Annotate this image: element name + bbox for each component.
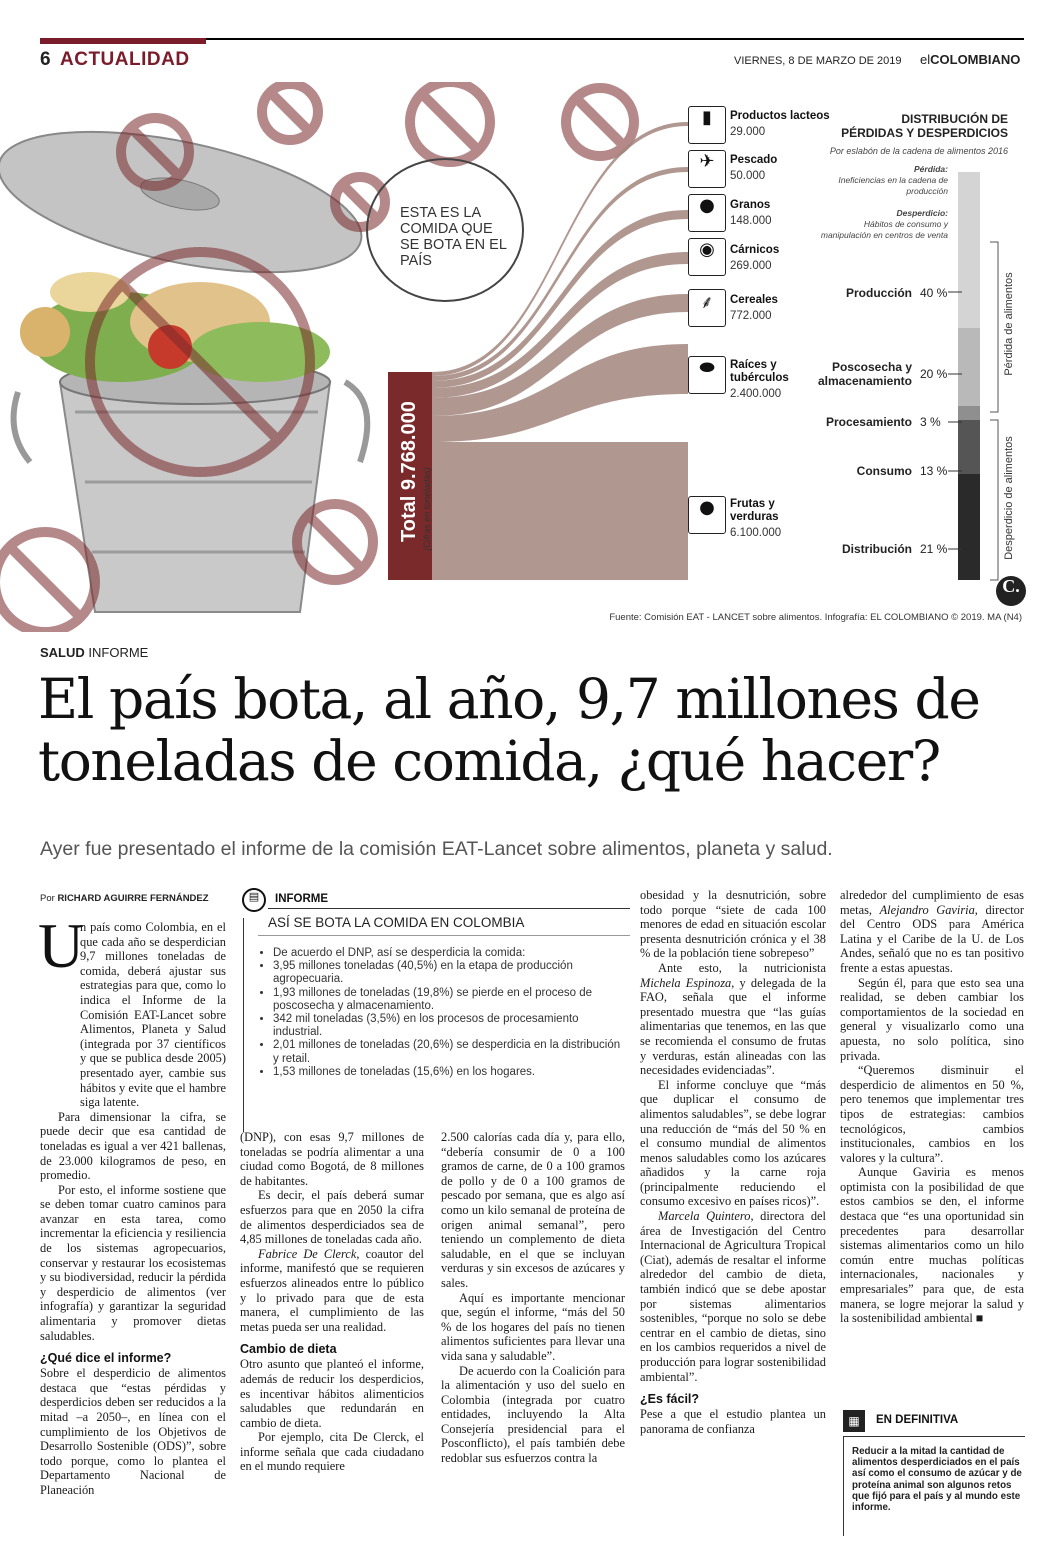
paragraph: De acuerdo con la Coalición para la alimentación y uso del suelo en Colombia (integrada por cuatro entidades, incluyendo la Alta Consejería presidencial para el Posconflicto), el país también debe redoblar sus esfuerzos contra la [441,1363,625,1466]
paragraph: “Queremos disminuir el desperdicio de alimentos en 50 %, pero tenemos que implementar tres tipos de estrategias: cambios tecnológicos, cambios institucionales, cambios en los valores y la cultura”. [840,1063,1024,1165]
paragraph: Fabrice De Clerck, coautor del informe, manifestó que se requieren esfuerzos alineados entre lo público y lo privado para que de esta manera, el cumplimiento de las metas pueda ser una realidad. [240,1246,424,1334]
lead-paragraph: n país como Colombia, en el que cada año se desperdician 9,7 millones toneladas de comida, deberá ajustar sus estrategias para que, como lo indica el Informe de la Comisión EAT-Lancet sobre Alimentos, Planeta y Salud (integrada por 37 científicos y que se publica desde 2005) presentado ayer, cambie sus hábitos y evite que el hambre siga latente. [80,920,226,1110]
box-title: ASÍ SE BOTA LA COMIDA EN COLOMBIA [268,915,525,930]
stage-distribucion: Distribución [841,542,912,556]
paragraph: alrededor del cumplimiento de esas metas, Alejandro Gaviria, director del Centro ODS para América Latina y el Caribe de la U. de Los Andes, señaló que no es tan positivo frente a estas apuestas. [840,888,1024,975]
milk-carton-icon: ▮ [688,106,726,144]
category-name: Frutas y verduras [730,498,779,523]
distribution-subtitle: Por eslabón de la cadena de alimentos 2016 [829,146,1008,156]
summary-side-rule [843,1436,844,1536]
category-name: Pescado [730,154,778,166]
bar-segment-distribucion [958,474,980,580]
bar-segment-produccion [958,172,980,328]
box-item: • 3,95 millones toneladas (40,5%) en la etapa de producción agropecuaria. [273,960,624,986]
paragraph: Por esto, el informe sostiene que se deben tomar cuatro caminos para avanzar en esta tarea, como incrementar la eficiencia y resiliencia de los sistemas agropecuarios, conservar y restaurar los ecosistemas y su biodiversidad, reducir la pérdida y desperdicio de alimentos (ver infografía) y garantizar la seguridad alimentaria y promover dietas saludables. [40,1182,226,1343]
box-item: • 2,01 millones de toneladas (20,6%) se desperdicia en la distribución y retail. [273,1039,624,1065]
distribution-bar [948,172,998,580]
subhead: Cambio de dieta [240,1342,337,1357]
brand-name: COLOMBIANO [930,52,1021,67]
box-label: INFORME [275,893,329,905]
stage-percent: 40 % [920,286,948,300]
meat-icon: ◉ [688,238,726,276]
loss-axis-label: Pérdida de alimentos [1003,272,1015,376]
brand-prefix: el [920,52,931,67]
box-side-rule [243,918,244,1132]
infographic-source: Fuente: Comisión EAT - LANCET sobre alimentos. Infografía: EL COLOMBIANO © 2019. MA (N4) [609,612,1022,623]
category-name: Cereales [730,294,778,306]
paragraph: Pese a que el estudio plantea un panorama de confianza [640,1407,826,1436]
potato-icon: ⬬ [688,356,726,394]
total-units: (Cifras en toneladas) [422,467,432,551]
category-value: 6.100.000 [730,527,782,539]
section-name: ACTUALIDAD [60,49,190,70]
paragraph: Es decir, el país deberá sumar esfuerzos para que en 2050 la cifra de alimentos desperdiciados sea de 4,85 millones de toneladas cada año. [240,1188,424,1247]
column-2 [240,1130,424,1474]
bar-segment-procesamiento [958,406,980,420]
paragraph: Según él, para que esto sea una realidad, se deben cambiar los comportamientos de la sociedad en general y visualizarlo como una apuesta, no solo política, sino privada. [840,975,1024,1063]
callout-text: ESTA ES LA COMIDA QUE SE BOTA EN EL PAÍS [400,205,507,269]
paragraph: Aunque Gaviria es menos optimista con la posibilidad de que estos cambios se den, el informe destaca que “es una oportunidad sin precedentes para desarrollar sistemas alimentarios como un hilo común entre muchas políticas internacionales, nacionales y empresariales” para que, de esta manera, se logre mejorar la salud y la sostenibilidad ambiental ■ [840,1165,1024,1326]
paragraph: obesidad y la desnutrición, sobre todo porque “siete de cada 100 menores de edad en situación escolar presenta desnutrición crónica y el 38 % de la población tiene sobrepeso” [640,888,826,961]
paragraph: (DNP), con esas 9,7 millones de toneladas se podría alimentar a una ciudad como Bogotá, de 8 millones de habitantes. [240,1130,424,1188]
bar-segment-consumo [958,420,980,474]
bar-segment-poscosecha [958,328,980,406]
stage-percent: 13 % [920,464,948,478]
distribution-title: DISTRIBUCIÓN DE PÉRDIDAS Y DESPERDICIOS [841,112,1008,140]
paragraph: Para dimensionar la cifra, se puede decir que esa cantidad de toneladas es igual a ver 421 ballenas, de 23.000 kilogramos de peso, en promedio. [40,1109,226,1183]
category-value: 148.000 [730,215,772,227]
page-number: 6 [40,49,51,70]
category-name: Raíces y tubérculos [730,359,789,384]
stage-percent: 20 % [920,367,948,381]
tomato-icon: ● [688,496,726,534]
subhead: ¿Qué dice el informe? [40,1351,172,1366]
category-value: 772.000 [730,310,772,322]
summary-text: Reducir a la mitad la cantidad de alimentos desperdiciados en el país así como el consumo de azúcar y de proteína animal son algunos retos que fijó para el país y al mundo este informe. [852,1446,1022,1514]
paragraph: Otro asunto que planteó el informe, además de reducir los desperdicios, es incentivar hábitos alimenticios saludables que redundarán en cambio de dieta. [240,1357,424,1430]
box-item: • De acuerdo el DNP, así se desperdicia la comida: [273,947,624,960]
paragraph: Aquí es importante mencionar que, según el informe, “más del 50 % de los hogares del país no tienen alimentos suficientes para llevar una vida sana y saludable”. [441,1290,625,1363]
column-4 [640,888,826,1436]
stage-poscosecha: Poscosecha y almacenamiento [817,360,912,388]
box-body [262,947,624,1079]
checker-icon: ▦ [843,1410,865,1432]
summary-label: EN DEFINITIVA [876,1414,959,1426]
waste-axis-label: Desperdicio de alimentos [1003,436,1015,560]
paragraph: Sobre el desperdicio de alimentos destaca que “estas pérdidas y desperdicios deben ser reducidos a la mitad –a 2050–, en línea con el cumplimiento de los Objetivos de Desarrollo Sostenible (ODS)”, sobre todo porque, como lo plantea el Departamento Nacional de Planeación [40,1366,226,1497]
paragraph: Ante esto, la nutricionista Michela Espinoza, y delegada de la FAO, señala que el informe presentado muestra que “las guías alimentarias que tenemos, en las que se recomienda el consumo de frutas y verduras, están alineadas con las necesidades evidenciadas”. [640,960,826,1078]
category-value: 269.000 [730,260,772,272]
box-item: • 1,93 millones de toneladas (19,8%) se pierde en el proceso de poscosecha y almacenamiento. [273,987,624,1013]
infographic [0,82,1064,632]
category-name: Productos lacteos [730,110,830,122]
stage-percent: 3 % [920,415,941,429]
box-title-rule [258,935,630,936]
paragraph: Marcela Quintero, directora del área de Investigación del Centro Internacional de Agricultura Tropical (Ciat), además de resaltar el informe alrededor del cambio de dieta, también indicó que se debe apostar por sistemas alimentarios sostenibles, “porque no solo se debe centrar en el cambio de dietas, sino en los cambios requeridos a nivel de producción para lograr sostenibilidad ambiental”. [640,1209,826,1384]
category-name: Cárnicos [730,244,780,256]
wheat-icon: ⸙ [688,289,726,327]
box-rule [268,908,630,909]
category-value: 29.000 [730,126,766,138]
summary-rule [843,1436,1025,1437]
bean-icon: ● [688,194,726,232]
document-icon: ▤ [242,888,266,912]
paragraph: 2.500 calorías cada día y, para ello, “debería consumir de 0 a 100 gramos de carne, de 0 a 100 gramos de pollo y de 0 a 100 gramos de pescado por semana, que es algo así como un kilo semanal de proteína de origen animal semanal”, pero teniendo un complemento de dieta saludable, en el que se incluyan verduras y sin excesos de azúcares y sales. [441,1130,625,1290]
category-value: 50.000 [730,170,766,182]
legend-loss: Pérdida: Ineficiencias en la cadena de producción [838,164,948,196]
category-value: 2.400.000 [730,388,782,400]
column-5 [840,888,1024,1326]
stage-procesamiento: Procesamiento [825,415,912,429]
stage-percent: 21 % [920,542,948,556]
brand-c-logo: C. [996,576,1026,606]
subheadline: Ayer fue presentado el informe de la comisión EAT-Lancet sobre alimentos, planeta y salud. [40,838,833,860]
byline: Por RICHARD AGUIRRE FERNÁNDEZ [40,893,209,904]
column-1 [40,920,226,1498]
issue-date: VIERNES, 8 DE MARZO DE 2019 [734,55,902,67]
category-name: Granos [730,199,771,211]
article-kicker: SALUD INFORME [40,645,149,660]
newspaper-logo [920,52,1020,67]
subhead: ¿Es fácil? [640,1392,700,1407]
column-3 [441,1130,625,1466]
stage-consumo: Consumo [856,464,912,478]
paragraph: El informe concluye que “más que duplicar el consumo de alimentos saludables”, se debe lograr una reducción de “más del 50 % en el consumo mundial de alimentos menos saludables como los azúcares añadidos y la carne roja (principalmente reduciendo el consumo excesivo en países ricos)”. [640,1077,826,1209]
box-item: • 342 mil toneladas (3,5%) en los procesos de procesamiento industrial. [273,1013,624,1039]
section-accent-bar [40,38,206,44]
stage-produccion: Producción [845,286,912,300]
headline: El país bota, al año, 9,7 millones de toneladas de comida, ¿qué hacer? [38,667,980,793]
paragraph: Por ejemplo, cita De Clerck, el informe señala que cada ciudadano en el mundo requiere [240,1430,424,1474]
fish-icon: ✈ [688,150,726,188]
box-item: • 1,53 millones de toneladas (15,6%) en los hogares. [273,1066,624,1079]
legend-waste: Desperdicio: Hábitos de consumo y manipulación en centros de venta [820,208,948,240]
total-label: Total 9.768.000 [398,401,420,542]
drop-cap: U [38,910,85,981]
